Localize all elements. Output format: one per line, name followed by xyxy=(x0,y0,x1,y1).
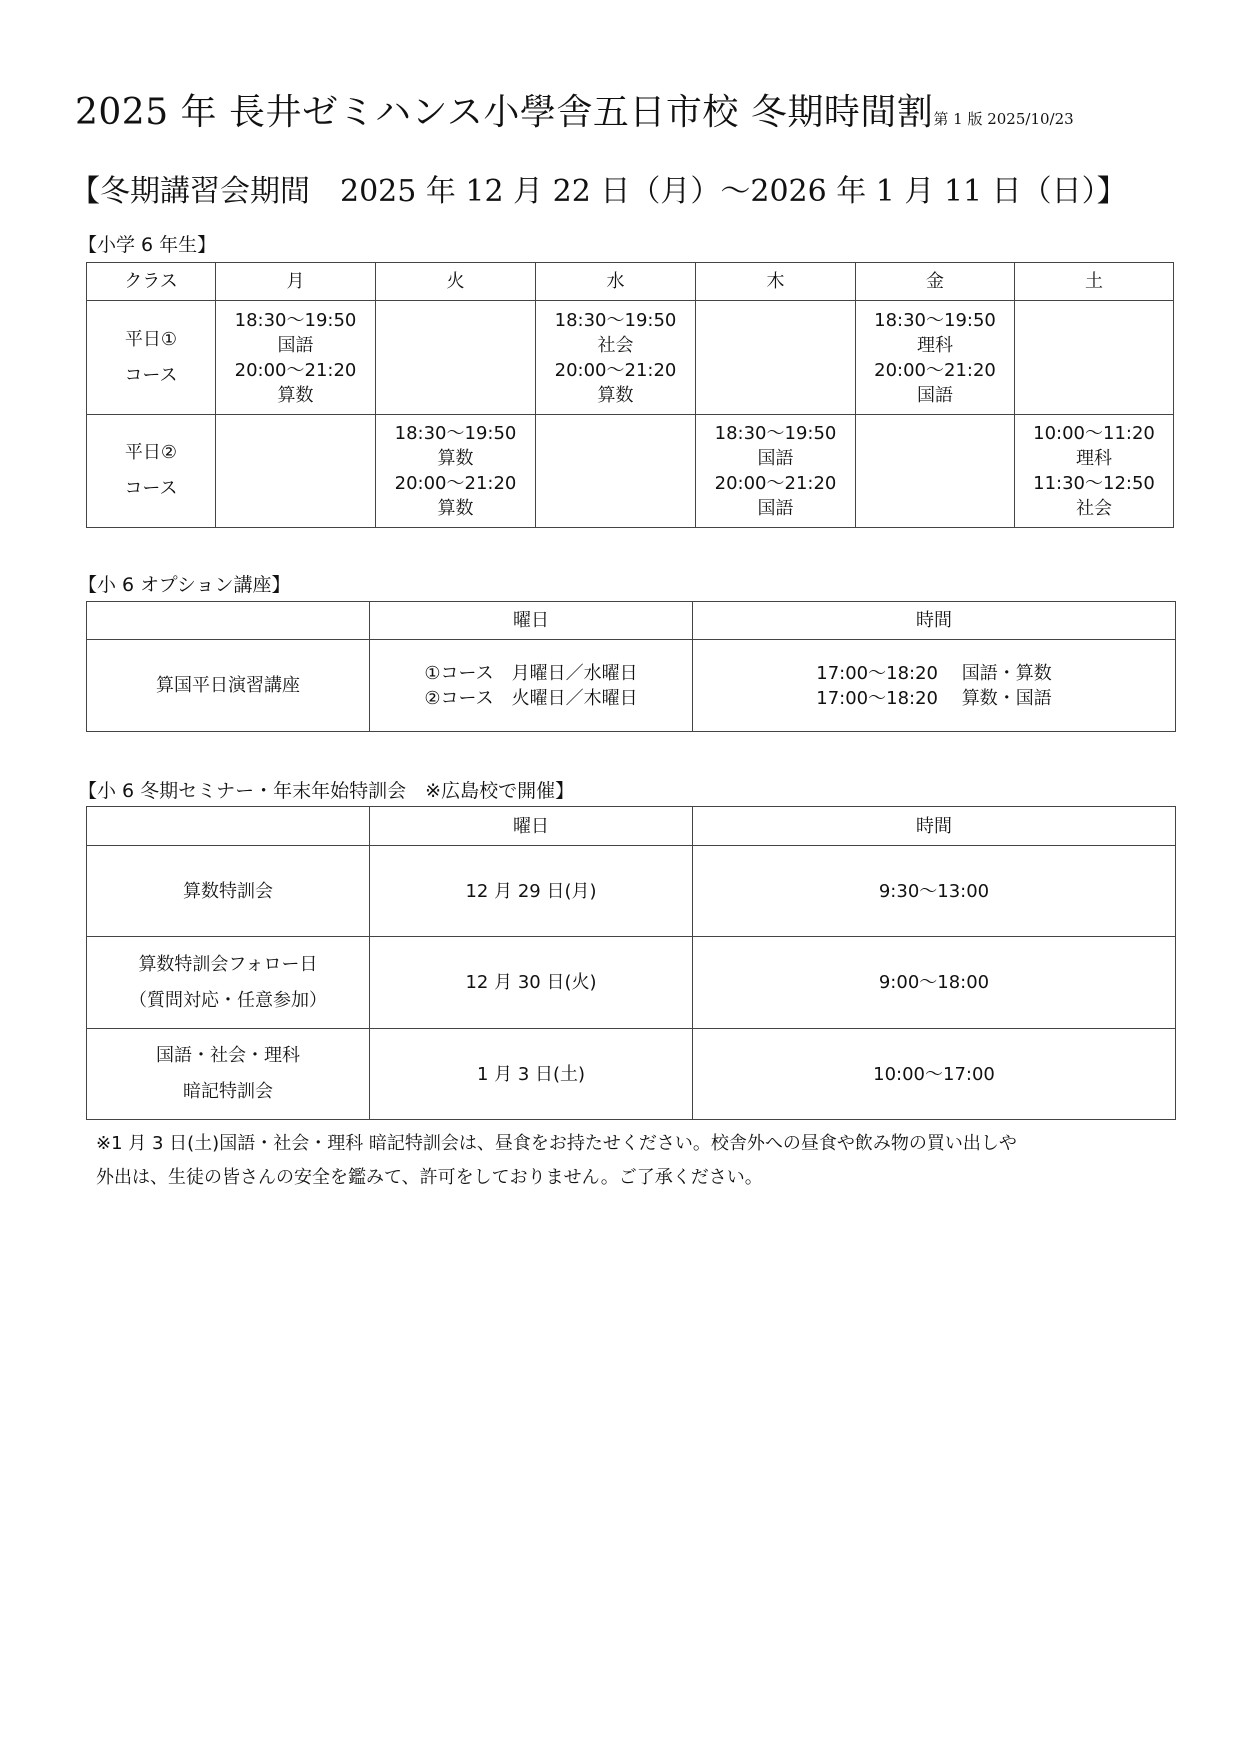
blank-header xyxy=(87,807,370,846)
day-column-header: 曜日 xyxy=(370,807,693,846)
lesson-cell: 18:30～19:50 算数 20:00～21:20 算数 xyxy=(376,415,536,528)
lesson-cell: 18:30～19:50 国語 20:00～21:20 国語 xyxy=(696,415,856,528)
seminar-name-cell: 算数特訓会 xyxy=(87,846,370,937)
seminar-row xyxy=(87,846,1176,937)
timetable-header-row xyxy=(87,263,1174,301)
seminar-header-row xyxy=(87,807,1176,846)
lesson-cell-empty xyxy=(536,415,696,528)
blank-header xyxy=(87,602,370,640)
day-header: 月 xyxy=(216,263,376,301)
time-column-header: 時間 xyxy=(693,602,1176,640)
day-cell: 12 月 29 日(月) xyxy=(370,846,693,937)
course-name-cell: 平日② コース xyxy=(87,415,216,528)
course-name-cell: 算国平日演習講座 xyxy=(87,640,370,732)
time-cell: 17:00～18:20 国語・算数 17:00～18:20 算数・国語 xyxy=(693,640,1176,732)
day-cell: 12 月 30 日(火) xyxy=(370,937,693,1029)
day-column-header: 曜日 xyxy=(370,602,693,640)
time-column-header: 時間 xyxy=(693,807,1176,846)
time-cell: 10:00～17:00 xyxy=(693,1029,1176,1120)
seminar-name-cell: 国語・社会・理科 暗記特訓会 xyxy=(87,1029,370,1120)
class-header: クラス xyxy=(87,263,216,301)
seminar-section-label: 【小 6 冬期セミナー・年末年始特訓会 ※広島校で開催】 xyxy=(78,780,575,802)
options-table xyxy=(86,601,1176,732)
seminar-row xyxy=(87,1029,1176,1120)
day-cell: ①コース 月曜日／水曜日 ②コース 火曜日／木曜日 xyxy=(370,640,693,732)
page-title xyxy=(75,84,1185,135)
lesson-cell-empty xyxy=(216,415,376,528)
course-row xyxy=(87,415,1174,528)
lunch-note xyxy=(96,1127,1171,1195)
lesson-cell-empty xyxy=(1015,301,1174,415)
lesson-cell: 18:30～19:50 国語 20:00～21:20 算数 xyxy=(216,301,376,415)
course-name-cell: 平日① コース xyxy=(87,301,216,415)
lesson-cell: 10:00～11:20 理科 11:30～12:50 社会 xyxy=(1015,415,1174,528)
grade6-timetable xyxy=(86,262,1174,528)
day-header: 木 xyxy=(696,263,856,301)
seminar-name-cell: 算数特訓会フォロー日 （質問対応・任意参加） xyxy=(87,937,370,1029)
version-label: 第 1 版 2025/10/23 xyxy=(933,110,1074,128)
note-line: ※1 月 3 日(土)国語・社会・理科 暗記特訓会は、昼食をお持たせください。校舎外への昼食や飲み物の買い出しや xyxy=(96,1133,1017,1154)
options-section-label: 【小 6 オプション講座】 xyxy=(78,574,291,596)
options-row xyxy=(87,640,1176,732)
time-cell: 9:00～18:00 xyxy=(693,937,1176,1029)
options-header-row xyxy=(87,602,1176,640)
lesson-cell: 18:30～19:50 理科 20:00～21:20 国語 xyxy=(856,301,1015,415)
lesson-cell: 18:30～19:50 社会 20:00～21:20 算数 xyxy=(536,301,696,415)
seminar-row xyxy=(87,937,1176,1029)
note-line: 外出は、生徒の皆さんの安全を鑑みて、許可をしておりません。ご了承ください。 xyxy=(96,1167,763,1188)
day-header: 火 xyxy=(376,263,536,301)
time-cell: 9:30～13:00 xyxy=(693,846,1176,937)
day-header: 水 xyxy=(536,263,696,301)
lesson-cell-empty xyxy=(856,415,1015,528)
title-text: 2025 年 長井ゼミハンス小學舎五日市校 冬期時間割 xyxy=(75,92,934,133)
course-row xyxy=(87,301,1174,415)
period-heading: 【冬期講習会期間 2025 年 12 月 22 日（月）～2026 年 1 月 11 日（日）】 xyxy=(70,174,1127,209)
lesson-cell-empty xyxy=(376,301,536,415)
seminar-table xyxy=(86,806,1176,1120)
day-header: 金 xyxy=(856,263,1015,301)
grade6-section-label: 【小学 6 年生】 xyxy=(78,234,217,256)
lesson-cell-empty xyxy=(696,301,856,415)
day-cell: 1 月 3 日(土) xyxy=(370,1029,693,1120)
day-header: 土 xyxy=(1015,263,1174,301)
